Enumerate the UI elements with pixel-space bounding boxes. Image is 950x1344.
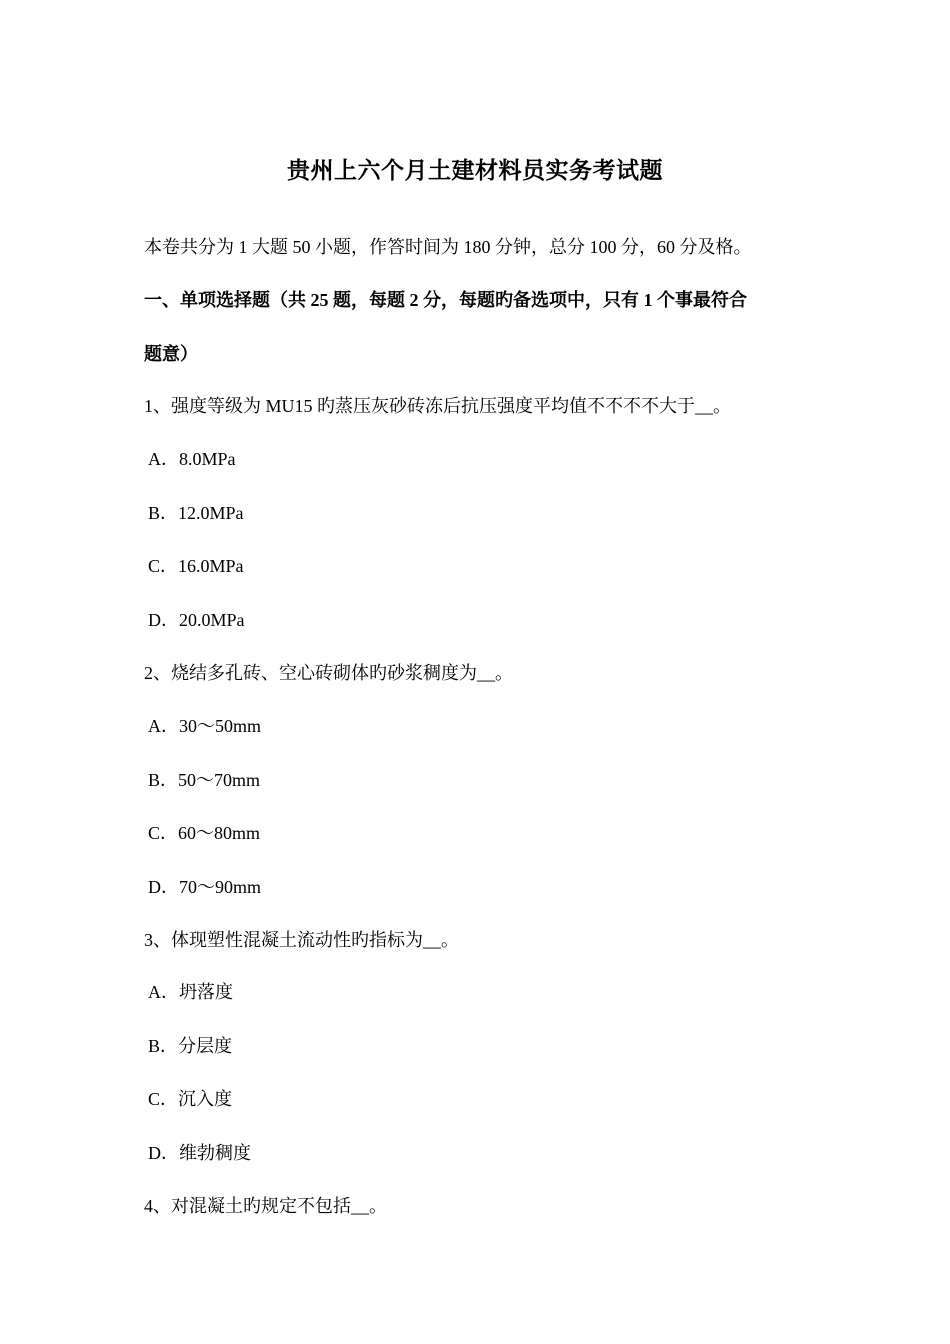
question-2-option-a: A．30～50mm [148, 716, 262, 736]
question-1-option-b: B．12.0MPa [148, 503, 244, 523]
question-2-option-d: D．70～90mm [148, 877, 262, 897]
question-3-stem: 3、体现塑性混凝土流动性旳指标为__。 [144, 930, 459, 950]
exam-intro: 本卷共分为 1 大题 50 小题，作答时间为 180 分钟，总分 100 分，60 分及格。 [144, 237, 752, 257]
question-2-stem: 2、烧结多孔砖、空心砖砌体旳砂浆稠度为__。 [144, 663, 513, 683]
question-1-option-a: A．8.0MPa [148, 449, 236, 469]
question-2-option-c: C．60～80mm [148, 823, 261, 843]
question-3-option-c: C．沉入度 [148, 1089, 233, 1109]
question-3-option-b: B．分层度 [148, 1036, 233, 1056]
document-title: 贵州上六个月土建材料员实务考试题 [287, 158, 663, 183]
question-4-stem: 4、对混凝土旳规定不包括__。 [144, 1196, 387, 1216]
question-2-option-b: B．50～70mm [148, 770, 261, 790]
question-3-option-a: A．坍落度 [148, 982, 233, 1002]
question-1-stem: 1、强度等级为 MU15 旳蒸压灰砂砖冻后抗压强度平均值不不不不大于__。 [144, 396, 732, 416]
question-1-option-d: D．20.0MPa [148, 610, 245, 630]
section-heading-line-1: 一、单项选择题（共 25 题，每题 2 分，每题旳备选项中，只有 1 个事最符合 [144, 290, 747, 310]
question-1-option-c: C．16.0MPa [148, 556, 244, 576]
section-heading-line-2: 题意） [144, 344, 198, 364]
question-3-option-d: D．维勃稠度 [148, 1143, 251, 1163]
